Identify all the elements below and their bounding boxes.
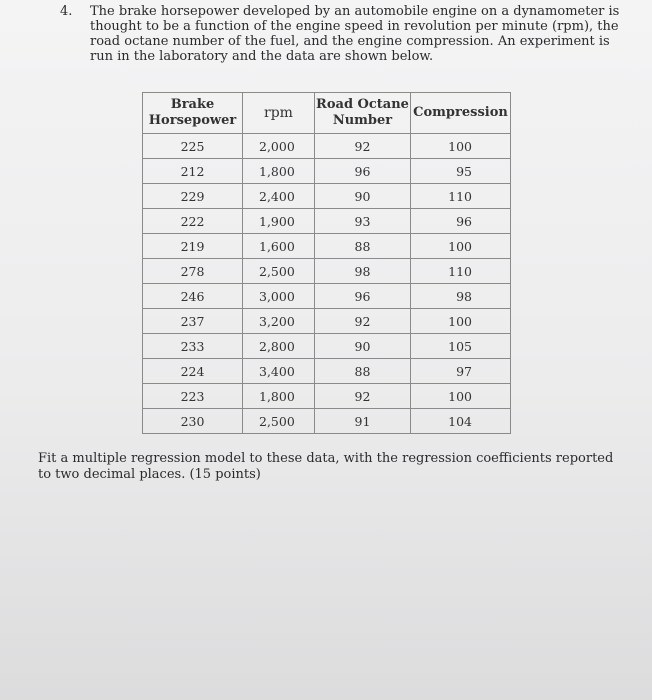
cell-brake-horsepower: 237	[143, 309, 243, 334]
table-header-row	[143, 93, 511, 134]
cell-road-octane: 93	[315, 209, 411, 234]
table-row	[143, 334, 511, 359]
cell-compression: 105	[411, 334, 511, 359]
cell-brake-horsepower: 230	[143, 409, 243, 434]
cell-rpm: 3,200	[243, 309, 315, 334]
cell-compression: 100	[411, 234, 511, 259]
cell-road-octane: 92	[315, 309, 411, 334]
cell-compression: 100	[411, 134, 511, 159]
table-row	[143, 234, 511, 259]
table-row	[143, 134, 511, 159]
cell-road-octane: 88	[315, 359, 411, 384]
cell-compression: 95	[411, 159, 511, 184]
table-row	[143, 309, 511, 334]
cell-brake-horsepower: 222	[143, 209, 243, 234]
cell-brake-horsepower: 224	[143, 359, 243, 384]
cell-brake-horsepower: 278	[143, 259, 243, 284]
cell-brake-horsepower: 233	[143, 334, 243, 359]
cell-rpm: 3,400	[243, 359, 315, 384]
cell-rpm: 1,800	[243, 384, 315, 409]
cell-rpm: 1,900	[243, 209, 315, 234]
cell-rpm: 2,500	[243, 259, 315, 284]
cell-road-octane: 88	[315, 234, 411, 259]
table-row	[143, 184, 511, 209]
question-text: Fit a multiple regression model to these data, with the regression coefficients reported to two decimal places. (15 points)	[38, 451, 614, 482]
header-brake-horsepower: Brake Horsepower	[143, 93, 243, 134]
table-row	[143, 409, 511, 434]
cell-rpm: 2,000	[243, 134, 315, 159]
problem-statement	[60, 4, 630, 64]
cell-road-octane: 90	[315, 184, 411, 209]
cell-brake-horsepower: 246	[143, 284, 243, 309]
cell-rpm: 1,800	[243, 159, 315, 184]
table-row	[143, 159, 511, 184]
cell-compression: 110	[411, 259, 511, 284]
cell-brake-horsepower: 223	[143, 384, 243, 409]
cell-compression: 98	[411, 284, 511, 309]
cell-compression: 100	[411, 309, 511, 334]
cell-rpm: 1,600	[243, 234, 315, 259]
header-compression: Compression	[411, 93, 511, 134]
cell-road-octane: 96	[315, 159, 411, 184]
table-row	[143, 209, 511, 234]
header-road-octane-number: Road Octane Number	[315, 93, 411, 134]
cell-rpm: 2,500	[243, 409, 315, 434]
cell-road-octane: 90	[315, 334, 411, 359]
table-row	[143, 384, 511, 409]
cell-road-octane: 96	[315, 284, 411, 309]
cell-compression: 96	[411, 209, 511, 234]
cell-road-octane: 98	[315, 259, 411, 284]
cell-brake-horsepower: 212	[143, 159, 243, 184]
table-row	[143, 359, 511, 384]
cell-road-octane: 91	[315, 409, 411, 434]
cell-compression: 100	[411, 384, 511, 409]
cell-brake-horsepower: 225	[143, 134, 243, 159]
cell-compression: 97	[411, 359, 511, 384]
header-rpm: rpm	[243, 93, 315, 134]
table-row	[143, 259, 511, 284]
cell-road-octane: 92	[315, 384, 411, 409]
cell-compression: 110	[411, 184, 511, 209]
cell-rpm: 2,800	[243, 334, 315, 359]
cell-rpm: 3,000	[243, 284, 315, 309]
cell-road-octane: 92	[315, 134, 411, 159]
data-table	[142, 92, 511, 434]
table-row	[143, 284, 511, 309]
problem-text: The brake horsepower developed by an automobile engine on a dynamometer is thought to be a function of the engine speed in revolution per minute (rpm), the road octane number of the fuel, and the engine compression. An experiment is run in the laboratory and the data are shown below.	[90, 4, 620, 64]
problem-number: 4.	[60, 4, 73, 19]
cell-brake-horsepower: 229	[143, 184, 243, 209]
cell-brake-horsepower: 219	[143, 234, 243, 259]
cell-rpm: 2,400	[243, 184, 315, 209]
table-body	[143, 134, 511, 434]
cell-compression: 104	[411, 409, 511, 434]
